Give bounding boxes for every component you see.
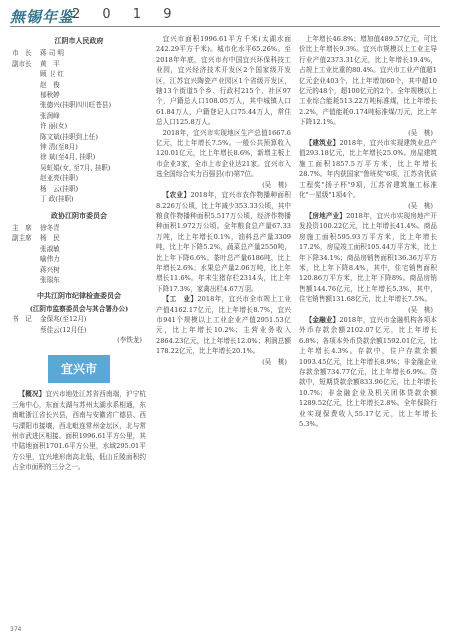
header-rule: [10, 26, 440, 27]
author-signature: (吴 桃): [262, 180, 287, 189]
leader-role: [12, 184, 40, 194]
industry-text: 2018年，宜兴市全市规上工业产值4162.17亿元，比上年增长8.7%，宜兴市941个规模以上工业企业产值2951.53亿元，比上年增长10.2%；主营业务收入2864.23亿元，比上年增长12.0%；利润总额178.22亿元，比上年增长20.1%。: [156, 295, 292, 356]
column-left: [12, 34, 146, 473]
leader-row: [12, 152, 146, 162]
leader-role: [12, 265, 40, 275]
discipline-leader-list: [12, 314, 146, 335]
agriculture-paragraph: [156, 190, 291, 294]
gov-heading: 江阴市人民政府: [54, 36, 104, 45]
leader-name: 喻伟力: [40, 255, 60, 264]
overview-paragraph: [12, 389, 146, 472]
leader-row: [12, 90, 146, 100]
city-section-title: 宜兴市: [48, 355, 110, 383]
industry-tag: 【工 业】: [162, 295, 198, 304]
leader-name: 赵 俊: [40, 80, 60, 89]
leader-role: [12, 275, 40, 285]
leader-row: [12, 69, 146, 79]
leader-role: 主 席: [12, 223, 32, 232]
leader-role: 副市长: [12, 59, 32, 68]
construction-tag: 【建筑业】: [305, 139, 340, 148]
leader-row: [12, 142, 146, 152]
intro-paragraph: 宜兴市面积1996.61平方千米(太湖水面242.29平方千米)。城市化水平65.26%。至2018年年底，宜兴市有中国宜兴环保科技工业园，宜兴经济技术开发区2个国家级开发区，江苏宜兴陶瓷产业园区1个省级开发区，辖13个街道5个乡、行政村215个、社区97个，户籍总人口108.05万人，其中城镇人口61.84万人，户籍登记人口75.44万人，常住总人口125.8万人。: [156, 35, 291, 127]
industry-paragraph: [156, 294, 291, 356]
leader-row: [12, 233, 146, 243]
leader-name: 徐冬青: [40, 223, 60, 232]
discipline-subheading: (江阴市监察委员会与其合署办公): [29, 304, 129, 313]
leader-name: 徐 斌(至4月, 挂职): [40, 153, 96, 162]
leader-row: [12, 325, 146, 335]
agriculture-tag: 【农业】: [162, 191, 191, 200]
leader-role: [12, 163, 40, 173]
author-signature: (吴 桃): [262, 357, 287, 366]
author-signature: (李铁龙): [117, 335, 142, 344]
leader-row: [12, 314, 146, 324]
leader-role: [12, 173, 40, 183]
leader-name: 许 丽(女): [40, 122, 68, 131]
leader-row: [12, 194, 146, 204]
leader-role: [12, 325, 40, 335]
leader-role: [12, 244, 40, 254]
gov-leader-list: [12, 48, 146, 204]
leader-name: 杨 民: [40, 234, 60, 243]
column-middle: [156, 34, 291, 367]
construction-text: 2018年，宜兴市实现建筑业总产值293.18亿元，比上年增长25.0%。房屋建筑施工面积1857.5万平方米，比上年增长28.7%。年内获国家"鲁班奖"6项，江苏省优质工程奖"扬子杯"9项，江苏省建筑施工标准化"一星级"1项4个。: [299, 139, 438, 200]
author-signature: (吴 桃): [408, 201, 433, 210]
finance-text: 2018年，宜兴市金融机构各项本外币存款余额2102.07亿元，比上年增长6.8%；各项本外币贷款余额1592.01亿元，比上年增长4.3%。存款中，住户存款余额1093.45亿元，比上年增长8.9%；非金融企业存款余额734.77亿元，比上年增长6.9%。贷款中，短期贷款余额833.96亿元，比上年增长10.7%；非金融企业及机关团体贷款余额1289.52亿元，比上年增长2.8%。全年保险行业实现保费收入55.17亿元，比上年增长5.3%。: [299, 315, 438, 429]
leader-role: 书 记: [12, 315, 32, 324]
leader-name: 蔡佳云(12月任): [40, 325, 87, 334]
leader-name: 张淑敏: [40, 244, 60, 253]
leader-row: [12, 132, 146, 142]
leader-name: 杨 云(挂职): [40, 184, 79, 193]
book-title: 無锡年鉴: [10, 8, 75, 26]
finance-tag: 【金融业】: [305, 315, 340, 324]
cppcc-leader-list: [12, 223, 146, 285]
leader-row: [12, 275, 146, 285]
leader-row: [12, 48, 146, 58]
economy-paragraph: 2018年，宜兴市实现地区生产总值1667.6亿元，比上年增长7.5%。一般公共预算收入120.01亿元，比上年增长8.6%，新增主板上市企业3家，全市上市企业达21家。宜兴市入选全国综合实力百强县(市)第7位。: [156, 128, 291, 179]
leader-role: [12, 121, 40, 131]
leader-role: [12, 132, 40, 142]
leader-name: 赵亚亮(挂职): [40, 174, 79, 183]
leader-name: 顾 卫 红: [40, 70, 64, 79]
leader-row: [12, 173, 146, 183]
leader-name: 吴虹娟(女, 至7月, 挂职): [40, 163, 111, 172]
real-estate-tag: 【房地产业】: [305, 211, 347, 220]
leader-name: 张润峰: [40, 111, 60, 120]
leader-name: 蒋兴树: [40, 265, 60, 274]
author-signature: (吴 桃): [408, 305, 433, 314]
leader-row: [12, 111, 146, 121]
leader-name: 张瑞东: [40, 275, 60, 284]
leader-role: [12, 69, 40, 79]
leader-name: 丁 政(挂职): [40, 195, 74, 204]
discipline-heading: 中共江阴市纪律检查委员会: [37, 291, 121, 301]
leader-name: 蒋 司 明: [40, 49, 64, 58]
leader-role: [12, 90, 40, 100]
leader-name: 钟 清(至8月): [40, 143, 78, 152]
leader-row: [12, 100, 146, 110]
leader-role: 市 长: [12, 49, 32, 58]
real-estate-paragraph: [299, 211, 437, 305]
leader-role: [12, 80, 40, 90]
column-right: [299, 34, 437, 429]
cppcc-heading: 政协江阴市委员会: [51, 210, 107, 220]
page-number: 374: [10, 626, 22, 633]
leader-role: [12, 254, 40, 264]
leader-row: [12, 184, 146, 194]
agriculture-text: 2018年，宜兴市农作物播种面积8.226万公顷，比上年减少353.33公顷，其中粮食作物播种面积5.517万公顷，经济作物播种面积1.972万公顷。全年粮食总产量67.33万吨，比上年增长0.1%，油料总产量3309吨，比上年下降5.2%，蔬菜总产量2550吨，比上年下降6.6%。茶叶总产量6186吨，比上年增长2.6%；水果总产量2.06万吨，比上年增长11.6%。年末生猪存栏2314头，比上年下降17.3%，家禽出栏4.67万羽。: [156, 191, 291, 293]
leader-role: [12, 152, 40, 162]
industry-continued-paragraph: 上年增长46.8%；增加值489.57亿元，可比价比上年增长9.3%。宜兴市规模以上工业主导行业产值2373.31亿元，比上年增长19.4%，占规上工业比重的80.4%。宜兴市工业产值超1亿元企业403个，比上年增加60个，其中超10亿元的48个，超100亿元的2个。全年规模以上工业综合能耗513.22万吨标准煤，比上年增长2.2%，产值能耗0.174吨标准煤/万元，比上年下降12.1%。: [299, 35, 437, 127]
leader-name: 黄 平: [40, 59, 60, 68]
year-label: 2 0 1 9: [72, 7, 181, 22]
leader-row: [12, 121, 146, 131]
leader-name: 张德兴(挂职四川旺苍县): [40, 101, 112, 110]
leader-role: [12, 142, 40, 152]
leader-role: [12, 111, 40, 121]
leader-role: 副主席: [12, 234, 32, 243]
leader-row: [12, 80, 146, 90]
overview-text: 宜兴市地处江苏省西南端，沪宁杭三角中心，东面太湖与苏州太湖水系相通，东南毗浙江省长兴县，西南与安徽省广德县、西与溧阳市接壤，西北毗连常州金坛区，北与常州市武进区相接。面积1996.61平方公里，其中陆地面积1701.6平方公里，水域295.01平方公里，宜兴地形南高北低，低山丘陵面积约占全市面积的三分之一。: [12, 390, 147, 472]
real-estate-text: 2018年，宜兴市实现房地产开发投资100.22亿元，比上年增长41.4%。商品房施工面积595.93万平方米，比上年增长17.2%，房屋竣工面积105.44万平方米，比上年下降34.1%；商品房销售面积136.36万平方米，比上年下降8.4%，其中，住宅销售面积120.86万平方米，比上年下降8%。商品房销售额144.76亿元，比上年增长5.3%，其中，住宅销售额131.68亿元，比上年增长7.5%。: [299, 211, 438, 304]
leader-row: [12, 163, 146, 173]
page-header: [10, 6, 440, 28]
leader-row: [12, 244, 146, 254]
leader-row: [12, 254, 146, 264]
leader-name: 金保兆(至12月): [40, 315, 87, 324]
leader-row: [12, 59, 146, 69]
construction-paragraph: [299, 138, 437, 200]
leader-role: [12, 100, 40, 110]
finance-paragraph: [299, 315, 437, 429]
leader-name: 郁秋婷: [40, 91, 60, 100]
author-signature: (吴 桃): [408, 128, 433, 137]
leader-row: [12, 265, 146, 275]
leader-row: [12, 223, 146, 233]
leader-role: [12, 194, 40, 204]
leader-name: 陈文斌(挂职到上任): [40, 132, 98, 141]
overview-tag: 【概况】: [18, 390, 46, 399]
